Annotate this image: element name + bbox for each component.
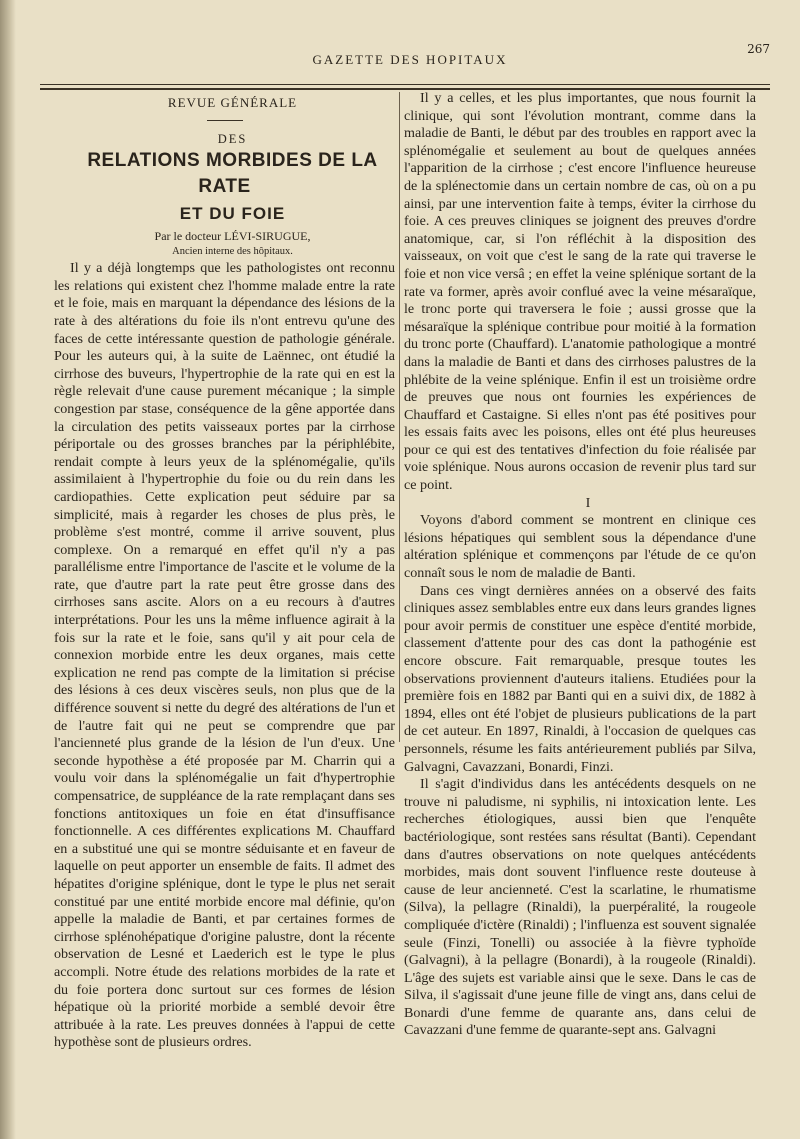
left-column	[54, 94, 395, 1052]
short-divider	[207, 120, 243, 121]
title-prefix: DES	[217, 131, 248, 146]
right-column	[404, 90, 756, 1040]
author-byline: Par le docteur LÉVI-SIRUGUE,	[154, 229, 311, 244]
page-header	[50, 42, 770, 72]
section-number: I	[585, 494, 591, 511]
body-paragraph: Il y a déjà longtemps que les pathologistes ont reconnu les relations qui existent chez l'homme malade entre la rate et le foie, mais en marquant la dépendance des lésions de la rate à des altérations du foie ils n'ont entrevu qu'une des faces de cette intéressante question de pathologie générale. Pour les auteurs qui, à la suite de Laënnec, ont étudié la cirrhose des buveurs, l'hypertrophie de la rate qui en est la règle relevait d'une cause purement mécanique ; la simple congestion par stase, conséquence de la gêne apportée dans la circulation des petits vaisseaux portes par la cirrhose périportale ou des grosses branches par la périphlébite, rendait compte à leurs yeux de la splénomégalie, qu'ils assimilaient à l'hypertrophie du foie ou du rein dans les cardiopathies. Cette explication peut séduire par sa simplicité, mais à regarder les choses de plus près, le problème s'est montré, comme il arrive souvent, plus complexe. On a remarqué en effet qu'il n'y a pas parallélisme entre l'importance de l'ascite et le volume de la rate, que d'autre part la rate peut être grosse dans des cirrhoses sans ascite. Alors on a eu recours à d'autres interprétations. Pour les uns la même influence agirait à la fois sur la rate et le foie, sans qu'il y ait pour cela de connexion morbide entre les deux organes, mais cette explication ne rend pas compte de la limitation si précise des lésions à ces deux viscères seuls, non plus que de la différence souvent si nette du degré des altérations de l'un et de l'autre fait qui ne peut se comprendre que par l'ancienneté plus grande de la lésion de l'un d'eux. Une seconde hypothèse a été proposée par M. Charrin qui a voulu voir dans la splénomégalie un fait d'hypertrophie compensatrice, de suppléance de la rate remplaçant dans ses fonctions antitoxiques un foie en état d'insuffisance fonctionnelle. A ces différentes explications M. Chauffard en a substitué une qui se montre séduisante et en faveur de laquelle on peut apporter un ensemble de faits. Il admet des hépatites d'origine splénique, dont le type le plus net serait constitué par une entité morbide encore mal définie, qu'on appelle la maladie de Banti, et par certaines formes de cirrhose splénohépatique d'origine palustre, dont la récente observation de Lesné et Laederich est le type le plus accompli. Notre étude des relations morbides de la rate et du foie portera donc surtout sur ces formes de lésion hépatique où la priorité morbide a semblé devoir être attribuée à la rate. Les preuves données à l'appui de cette hypothèse sont de plusieurs ordres.	[54, 260, 395, 1051]
section-heading: REVUE GÉNÉRALE	[167, 95, 298, 110]
body-paragraph: Dans ces vingt dernières années on a observé des faits cliniques assez semblables entre eux dans leurs grandes lignes pour avoir permis de constituer une espèce d'entité morbide, classement d'attente pour des cas dont la pathogénie est encore obscure. Fait remarquable, presque toutes les observations proviennent d'auteurs italiens. Etudiées pour la première fois en 1882 par Banti qui en a suivi dix, de 1882 à 1894, elles ont été l'objet de plusieurs publications de la part de cet auteur. En 1897, Rinaldi, à l'occasion de quelques cas personnels, résume les faits antérieurement publiés par Silva, Galvagni, Cavazzani, Bonardi, Finzi.	[404, 582, 756, 775]
article-title-line1: RELATIONS MORBIDES DE LA RATE	[87, 150, 378, 198]
body-paragraph: Il s'agit d'individus dans les antécédents desquels on ne trouve ni paludisme, ni syphilis, ni intoxication lente. Les recherches étiologiques, aussi bien que l'enquête bactériologique, sont restées sans résultat (Banti). Cependant dans d'autres observations on note quelques antécédents morbides, mais dont souvent l'influence reste douteuse à cause de leur ancienneté. C'est la scarlatine, le rhumatisme (Silva), la pellagre (Rinaldi), la puerpéralité, la rougeole compliquée d'ictère (Rinaldi) ; l'influenza est souvent signalée seule (Finzi, Tonelli) ou associée à la fièvre typhoïde (Galvagni), à la pellagre (Bonardi), à la rougeole (Rinaldi). L'âge des sujets est variable ainsi que le sexe. Dans le cas de Silva, il s'agissait d'une jeune fille de vingt ans, dans celui de Bonardi d'une femme de quarante ans, dans celui de Cavazzani d'une femme de quarante-sept ans. Galvagni	[404, 776, 756, 1039]
column-divider	[399, 92, 400, 742]
body-paragraph: Voyons d'abord comment se montrent en clinique ces lésions hépatiques qui semblent sous la dépendance d'une altération splénique et commençons par l'étude de ce qu'on connaît sous le nom de maladie de Banti.	[404, 512, 756, 582]
page-number: 267	[747, 42, 770, 56]
author-role: Ancien interne des hôpitaux.	[172, 246, 293, 258]
running-title: GAZETTE DES HOPITAUX	[312, 52, 508, 67]
page-binding-shadow	[0, 0, 16, 1139]
header-rule	[40, 84, 770, 85]
article-title-line2: ET DU FOIE	[179, 204, 286, 224]
body-paragraph: Il y a celles, et les plus importantes, que nous fournit la clinique, qui sont l'évolution montrant, comme dans la maladie de Banti, le début par des troubles en rapport avec la splénomégalie et seulement au bout de quelques années l'apparition de la cirrhose ; c'est encore l'influence heureuse de la splénectomie dans un certain nombre de cas, où on a pu ainsi, par une intervention faite à temps, éviter la cirrhose du foie. A ces preuves cliniques se joignent des preuves d'ordre anatomique, car, si l'on réfléchit à la disposition des vaisseaux, on voit que c'est le sang de la rate qui traverse le foie et non vice versâ ; en effet la veine splénique sortant de la rate va former, après avoir conflué avec la veine mésaraïque, le tronc porte qui traversera le foie ; aussi grosse que la mésaraïque la splénique contribue pour moitié à la formation du tronc porte (Chauffard). L'anatomie pathologique a montré dans la maladie de Banti et dans des cirrhoses palustres de la phlébite de la veine splénique. Enfin il est un troisième ordre de preuves que nous ont fournies les expériences de Chauffard et Castaigne. Si elles n'ont pas été positives pour les essais faits avec les poisons, elles ont été plus heureuses pour ce qui est des tentatives d'infection du foie réalisée par voie splénique. Nous aurons occasion de revenir plus tard sur ce point.	[404, 90, 756, 494]
